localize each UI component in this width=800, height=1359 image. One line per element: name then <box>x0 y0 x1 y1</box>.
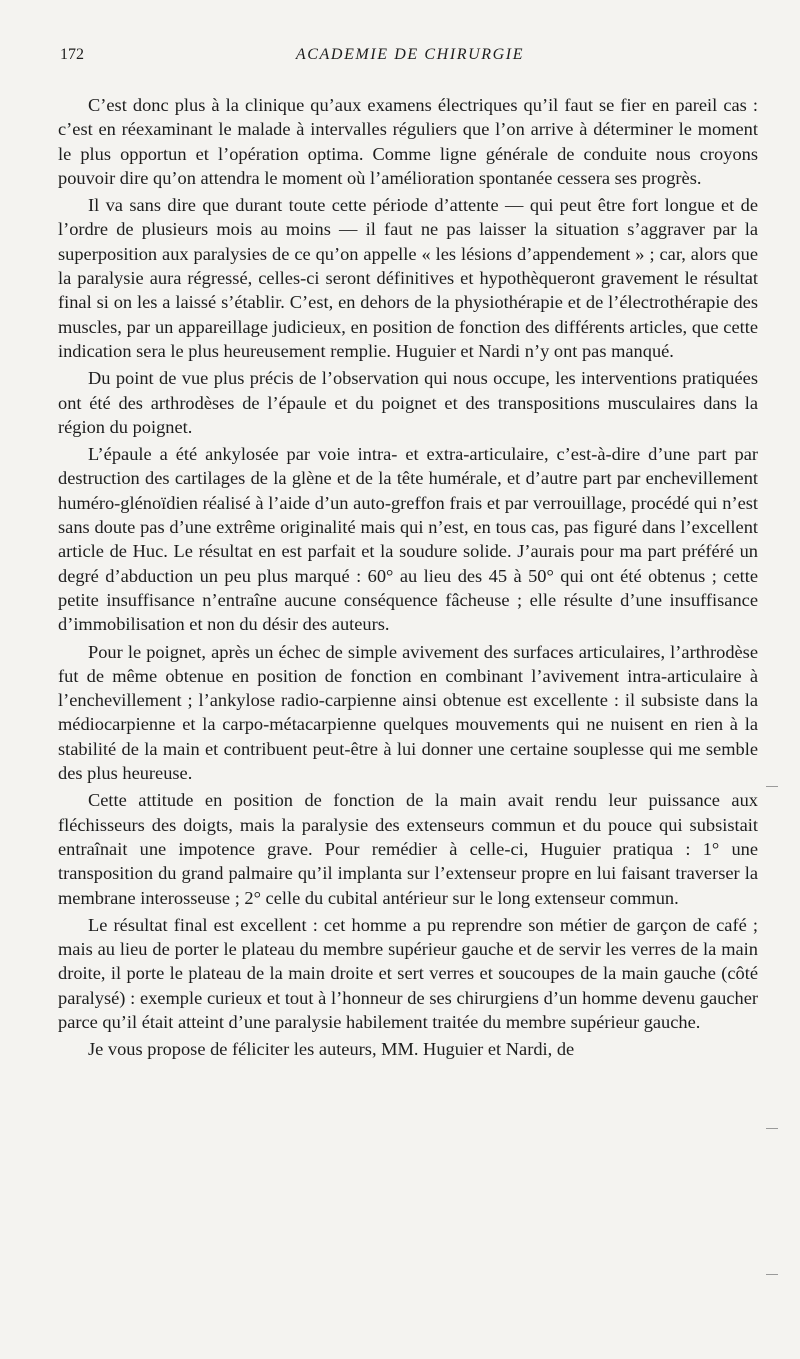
body-text <box>58 93 758 1062</box>
margin-mark <box>766 1274 778 1275</box>
margin-mark <box>766 1128 778 1129</box>
paragraph: Je vous propose de féliciter les auteurs, MM. Huguier et Nardi, de <box>88 1039 575 1060</box>
running-head: ACADEMIE DE CHIRURGIE <box>295 46 525 63</box>
paragraph: Cette attitude en position de fonction de la main avait rendu leur puissance aux fléchisseurs des doigts, mais la paralysie des extenseurs commun et du pouce qui subsistait entraînait une impotence grave. Pour remédier à celle-ci, Huguier pratiqua : 1° une transposition du grand palmaire qu’il implanta sur l’extenseur propre en lui faisant traverser la membrane interosseuse ; 2° celle du cubital antérieur sur le long extenseur commun. <box>58 790 758 908</box>
page-header <box>60 46 760 70</box>
paragraph: Il va sans dire que durant toute cette période d’attente — qui peut être fort longue et de l’ordre de plusieurs mois au moins — il faut ne pas laisser la situation s’aggraver par la superposition aux paralysies de ce qu’on appelle « les lésions d’appendement » ; car, alors que la paralysie aura régressé, celles-ci seront définitives et hypothèqueront gravement le résultat final si on les a laissé s’établir. C’est, en dehors de la physiothérapie et de l’électrothérapie des muscles, par un appareillage judicieux, en position de fonction des différents articles, que cette indication sera le plus heureusement remplie. Huguier et Nardi n’y ont pas manqué. <box>58 195 758 361</box>
paragraph: C’est donc plus à la clinique qu’aux examens électriques qu’il faut se fier en pareil cas : c’est en réexaminant le malade à intervalles réguliers que l’on arrive à déterminer le moment le plus opportun et l’opération optima. Comme ligne générale de conduite nous croyons pouvoir dire qu’on attendra le moment où l’amélioration spontanée cessera ses progrès. <box>58 95 758 188</box>
paragraph: Pour le poignet, après un échec de simple avivement des surfaces articulaires, l’arthrodèse fut de même obtenue en position de fonction en combinant l’avivement intra-articulaire à l’enchevillement ; l’ankylose radio-carpienne ainsi obtenue est excellente : il subsiste dans la médiocarpienne et la carpo-métacarpienne quelques mouvements qui ne nuisent en rien à la stabilité de la main et contribuent peut-être à lui donner une certaine souplesse qui me semble des plus heureuse. <box>58 641 758 784</box>
margin-mark <box>766 786 778 787</box>
page-number: 172 <box>60 46 84 63</box>
paragraph: L’épaule a été ankylosée par voie intra- et extra-articulaire, c’est-à-dire d’une part par destruction des cartilages de la glène et de la tête humérale, et d’autre part par enchevillement huméro-glénoïdien réalisé à l’aide d’un auto-greffon frais et par verrouillage, procédé qui n’est sans doute pas d’une extrême originalité mais qui n’est, en tous cas, pas figuré dans l’excellent article de Huc. Le résultat en est parfait et la soudure solide. J’aurais pour ma part préféré un degré d’abduction un peu plus marqué : 60° au lieu des 45 à 50° qui ont été obtenus ; cette petite insuffisance n’entraîne aucune conséquence fâcheuse ; elle résulte d’une insuffisance d’immobilisation et non du désir des auteurs. <box>58 444 758 635</box>
paragraph: Du point de vue plus précis de l’observation qui nous occupe, les interventions pratiquées ont été des arthrodèses de l’épaule et du poignet et des transpositions musculaires dans la région du poignet. <box>58 368 758 437</box>
paragraph: Le résultat final est excellent : cet homme a pu reprendre son métier de garçon de café ; mais au lieu de porter le plateau du membre supérieur gauche et de servir les verres de la main droite, il porte le plateau de la main droite et sert verres et soucoupes de la main gauche (côté paralysé) : exemple curieux et tout à l’honneur de ses chirurgiens d’un homme devenu gaucher parce qu’il était atteint d’une paralysie habilement traitée du membre supérieur gauche. <box>58 914 758 1032</box>
